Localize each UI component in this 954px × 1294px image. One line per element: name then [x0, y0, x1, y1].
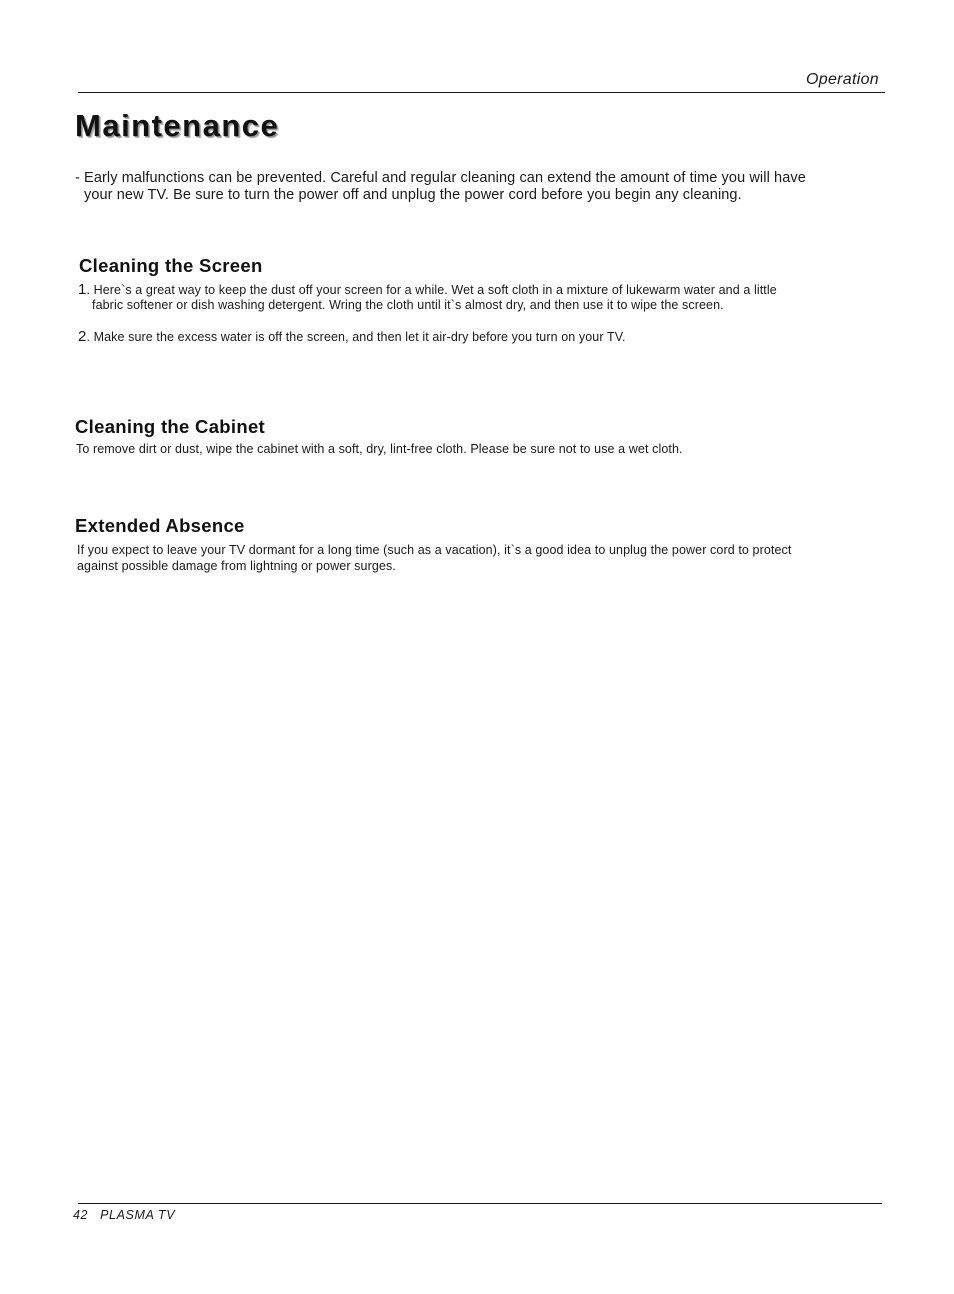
- cleaning-cabinet-text: To remove dirt or dust, wipe the cabinet with a soft, dry, lint-free cloth. Please be sure not to use a wet cloth.: [76, 442, 683, 456]
- extended-absence-heading: Extended Absence: [75, 515, 245, 536]
- extended-absence-line-1: If you expect to leave your TV dormant for a long time (such as a vacation), it`s a good idea to unplug the power cord to protect: [77, 543, 792, 557]
- intro-line-2: your new TV. Be sure to turn the power off and unplug the power cord before you begin any cleaning.: [84, 187, 742, 203]
- extended-absence-text: [77, 543, 877, 574]
- step-text-line-2: fabric softener or dish washing detergent. Wring the cloth until it`s almost dry, and then use it to wipe the screen.: [92, 298, 724, 312]
- cleaning-screen-step-1: [78, 282, 878, 313]
- page-footer: [73, 1208, 175, 1222]
- cleaning-screen-heading: Cleaning the Screen: [79, 255, 263, 276]
- cleaning-cabinet-heading: Cleaning the Cabinet: [75, 416, 265, 437]
- header-divider: [78, 92, 885, 93]
- page-number: 42: [73, 1208, 89, 1222]
- product-name: PLASMA TV: [100, 1208, 176, 1222]
- step-number: 1: [78, 281, 87, 298]
- footer-divider: [78, 1203, 882, 1204]
- page-title: Maintenance: [75, 108, 280, 143]
- intro-line-1: - Early malfunctions can be prevented. Careful and regular cleaning can extend the amount of time you will have: [75, 170, 806, 186]
- extended-absence-line-2: against possible damage from lightning or power surges.: [77, 558, 396, 573]
- step-number: 2: [78, 328, 87, 345]
- intro-paragraph: [75, 170, 875, 204]
- step-text-line-1: . Here`s a great way to keep the dust off your screen for a while. Wet a soft cloth in a mixture of lukewarm water and a little: [86, 283, 777, 297]
- section-label: Operation: [806, 71, 879, 88]
- cleaning-screen-step-2: [78, 329, 878, 345]
- step-text-line-1: . Make sure the excess water is off the screen, and then let it air-dry before you turn on your TV.: [86, 330, 626, 344]
